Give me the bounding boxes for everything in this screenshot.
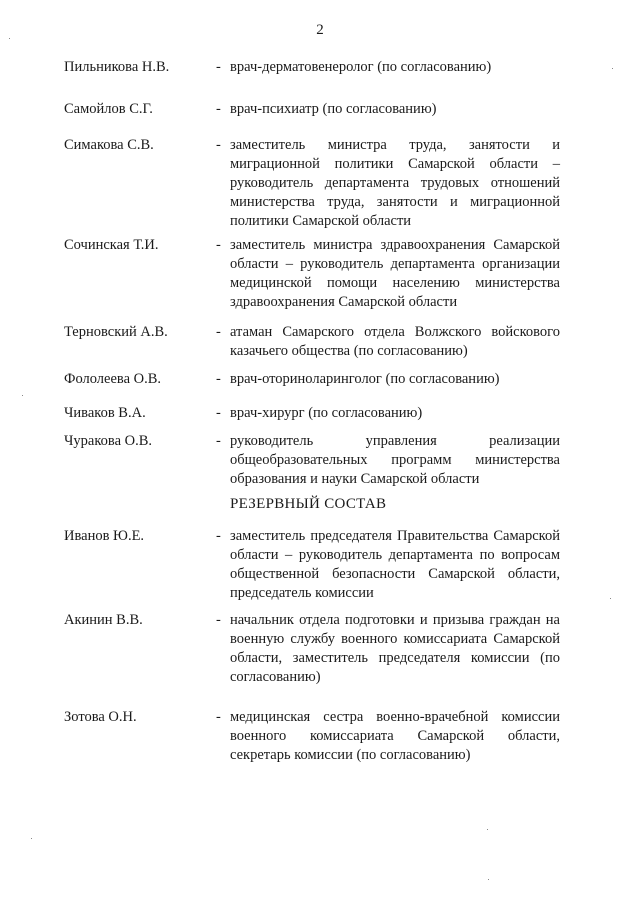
member-dash: - [216, 709, 221, 725]
member-name: Чиваков В.А. [64, 405, 146, 421]
member-description: врач-дерматовенеролог (по согласованию) [230, 59, 492, 75]
member-dash: - [216, 371, 221, 387]
member-name: Чуракова О.В. [64, 433, 153, 449]
member-dash: - [216, 101, 221, 117]
member-name: Симакова С.В. [64, 137, 154, 153]
member-dash: - [216, 324, 221, 340]
reserve-section-heading: РЕЗЕРВНЫЙ СОСТАВ [230, 496, 387, 512]
member-name: Акинин В.В. [64, 612, 143, 628]
member-dash: - [216, 237, 221, 253]
scan-speck [488, 879, 489, 880]
member-dash: - [216, 433, 221, 449]
member-name: Зотова О.Н. [64, 709, 137, 725]
member-description: заместитель министра здравоохранения Самарской области – руководитель департамента организации медицинской помощи населению министерства здравоохранения Самарской области [230, 237, 560, 310]
member-name: Фололеева О.В. [64, 371, 162, 387]
member-description: медицинская сестра военно-врачебной комиссии военного комиссариата Самарской области, секретарь комиссии (по согласованию) [230, 709, 560, 763]
member-name: Самойлов С.Г. [64, 101, 153, 117]
member-dash: - [216, 528, 221, 544]
member-name: Иванов Ю.Е. [64, 528, 145, 544]
scan-speck [610, 598, 611, 599]
scan-speck [487, 829, 488, 830]
scan-speck [9, 38, 10, 39]
member-description: заместитель председателя Правительства Самарской области – руководитель департамента по вопросам общественной безопасности Самарской области, председатель комиссии [230, 528, 560, 601]
scan-speck [31, 838, 32, 839]
member-dash: - [216, 612, 221, 628]
member-description: врач-психиатр (по согласованию) [230, 101, 437, 117]
member-dash: - [216, 137, 221, 153]
member-description: врач-хирург (по согласованию) [230, 405, 423, 421]
scan-speck [612, 68, 613, 69]
member-description: атаман Самарского отдела Волжского войскового казачьего общества (по согласованию) [230, 324, 560, 359]
member-description: заместитель министра труда, занятости и миграционной политики Самарской области – руководитель департамента трудовых отношений министерства труда, занятости и миграционной политики Самарской области [230, 137, 560, 229]
member-description: руководитель управления реализации общеобразовательных программ министерства образования и науки Самарской области [230, 433, 560, 487]
page-number: 2 [316, 22, 324, 38]
member-description: врач-оториноларинголог (по согласованию) [230, 371, 500, 387]
member-dash: - [216, 405, 221, 421]
scan-speck [22, 395, 23, 396]
member-description: начальник отдела подготовки и призыва граждан на военную службу военного комиссариата Самарской области, заместитель председателя комиссии (по согласованию) [230, 612, 560, 685]
member-name: Сочинская Т.И. [64, 237, 159, 253]
member-name: Терновский А.В. [64, 324, 168, 340]
member-dash: - [216, 59, 221, 75]
member-name: Пильникова Н.В. [64, 59, 170, 75]
